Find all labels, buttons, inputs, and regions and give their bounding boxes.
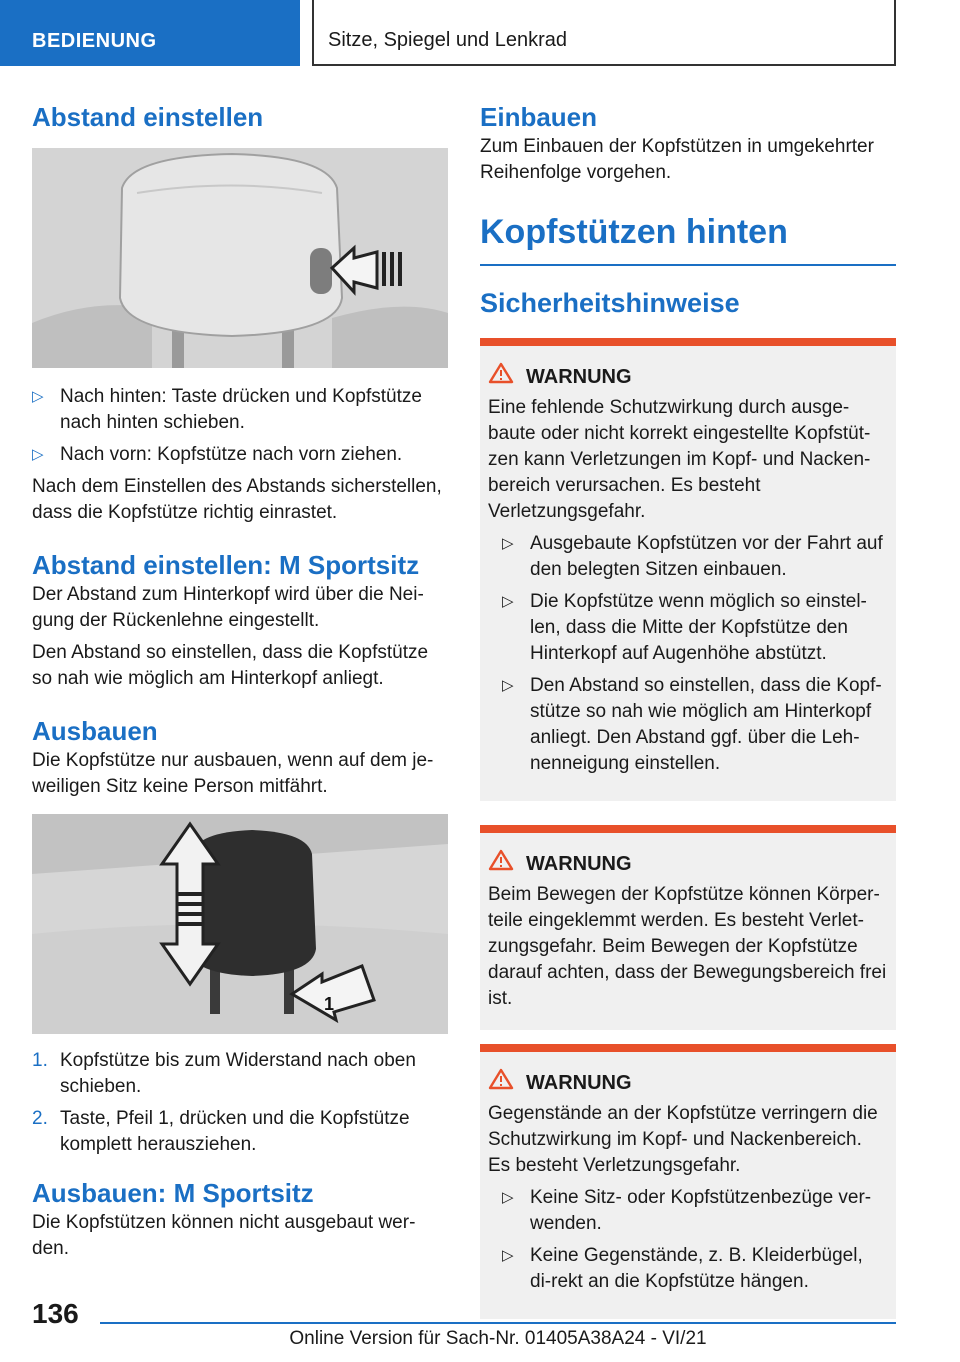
heading-sicherheitshinweise: Sicherheitshinweise bbox=[480, 288, 740, 318]
ausbauen-paragraph: Die Kopfstütze nur ausbauen, wenn auf dem je-weiligen Sitz keine Person mitfährt. bbox=[32, 750, 434, 797]
headrest-figure-1 bbox=[32, 148, 448, 368]
triangle-bullet-icon: ▷ bbox=[502, 1189, 514, 1206]
warning-triangle-icon bbox=[488, 1068, 514, 1097]
warning-box-2 bbox=[480, 825, 896, 1030]
heading-abstand-m: Abstand einstellen: M Sportsitz bbox=[32, 550, 420, 580]
triangle-bullet-icon: ▷ bbox=[502, 535, 514, 552]
heading-ausbauen-m: Ausbauen: M Sportsitz bbox=[32, 1178, 314, 1208]
left-column bbox=[32, 100, 448, 1262]
headrest-removal-illustration bbox=[32, 814, 448, 1034]
list-item: 2. Taste, Pfeil 1, drücken und die Kopfstütze komplett herausziehen. bbox=[32, 1108, 410, 1155]
section-tab: BEDIENUNG bbox=[0, 0, 300, 66]
triangle-bullet-icon: ▷ bbox=[502, 1247, 514, 1264]
abstand-list bbox=[32, 384, 448, 468]
list-item: ▷ Die Kopfstütze wenn möglich so einstel-len, dass die Mitte der Kopfstütze den Hinterkopf auf Augenhöhe abstützt. bbox=[502, 591, 867, 664]
heading-einbauen: Einbauen bbox=[480, 102, 598, 132]
chapter-title: Sitze, Spiegel und Lenkrad bbox=[312, 0, 896, 66]
triangle-bullet-icon: ▷ bbox=[32, 446, 44, 463]
list-item: ▷ Nach vorn: Kopfstütze nach vorn ziehen. bbox=[32, 442, 448, 468]
list-item: 1. Kopfstütze bis zum Widerstand nach oben schieben. bbox=[32, 1050, 416, 1097]
triangle-bullet-icon: ▷ bbox=[32, 388, 44, 405]
list-item: ▷ Keine Sitz- oder Kopfstützenbezüge ver-wenden. bbox=[502, 1187, 872, 1234]
einbauen-paragraph: Zum Einbauen der Kopfstützen in umgekehrter Reihenfolge vorgehen. bbox=[480, 136, 874, 183]
warning-box-1 bbox=[480, 338, 896, 801]
warning-box-3 bbox=[480, 1044, 896, 1319]
heading-kopfstuetzen-hinten: Kopfstützen hinten bbox=[480, 210, 896, 266]
triangle-bullet-icon: ▷ bbox=[502, 677, 514, 694]
footer-text: Online Version für Sach-Nr. 01405A38A24 - VI/21 bbox=[289, 1328, 707, 1349]
ausbauen-m-paragraph: Die Kopfstützen können nicht ausgebaut wer-den. bbox=[32, 1212, 416, 1259]
right-column bbox=[480, 100, 896, 1319]
warning-text: Gegenstände an der Kopfstütze verringern die Schutzwirkung im Kopf- und Nackenbereich. Es besteht Verletzungsgefahr. bbox=[488, 1103, 878, 1176]
headrest-figure-2 bbox=[32, 814, 448, 1034]
abstand-m-paragraph-2: Den Abstand so einstellen, dass die Kopfstütze so nah wie möglich am Hinterkopf anliegt. bbox=[32, 642, 429, 689]
list-item: ▷ Ausgebaute Kopfstützen vor der Fahrt auf den belegten Sitzen einbauen. bbox=[502, 533, 883, 580]
list-item: ▷ Den Abstand so einstellen, dass die Kopf-stütze so nah wie möglich am Hinterkopf anliegt. Den Abstand ggf. über die Leh-nenneigung einstellen. bbox=[502, 675, 882, 774]
abstand-note: Nach dem Einstellen des Abstands sicherstellen, dass die Kopfstütze richtig einrastet. bbox=[32, 476, 442, 523]
warning-text: Beim Bewegen der Kopfstütze können Körper-teile eingeklemmt werden. Es besteht Verlet-zungsgefahr. Beim Bewegen der Kopfstütze darauf achten, dass der Bewegungsbereich frei ist. bbox=[488, 884, 887, 1009]
warning-triangle-icon bbox=[488, 849, 514, 878]
warning-title: WARNUNG bbox=[526, 852, 632, 875]
ausbauen-steps bbox=[32, 1048, 448, 1158]
heading-ausbauen: Ausbauen bbox=[32, 716, 158, 746]
warning-title: WARNUNG bbox=[526, 365, 632, 388]
abstand-m-paragraph-1: Der Abstand zum Hinterkopf wird über die Nei-gung der Rückenlehne eingestellt. bbox=[32, 584, 424, 631]
list-item: ▷ Nach hinten: Taste drücken und Kopfstütze nach hinten schieben. bbox=[32, 386, 422, 433]
list-item: ▷ Keine Gegenstände, z. B. Kleiderbügel, di-rekt an die Kopfstütze hängen. bbox=[502, 1245, 863, 1292]
warning-triangle-icon bbox=[488, 362, 514, 391]
headrest-illustration bbox=[32, 148, 448, 368]
footer-divider bbox=[100, 1322, 896, 1324]
triangle-bullet-icon: ▷ bbox=[502, 593, 514, 610]
warning-title: WARNUNG bbox=[526, 1071, 632, 1094]
page-number: 136 bbox=[32, 1298, 79, 1329]
arrow-label: 1 bbox=[324, 994, 335, 1014]
warning-text: Eine fehlende Schutzwirkung durch ausge-baute oder nicht korrekt eingestellte Kopfstüt-zen kann Verletzungen im Kopf- und Nacken-bereich verursachen. Es besteht Verletzungsgefahr. bbox=[488, 397, 871, 522]
heading-abstand: Abstand einstellen bbox=[32, 102, 264, 132]
